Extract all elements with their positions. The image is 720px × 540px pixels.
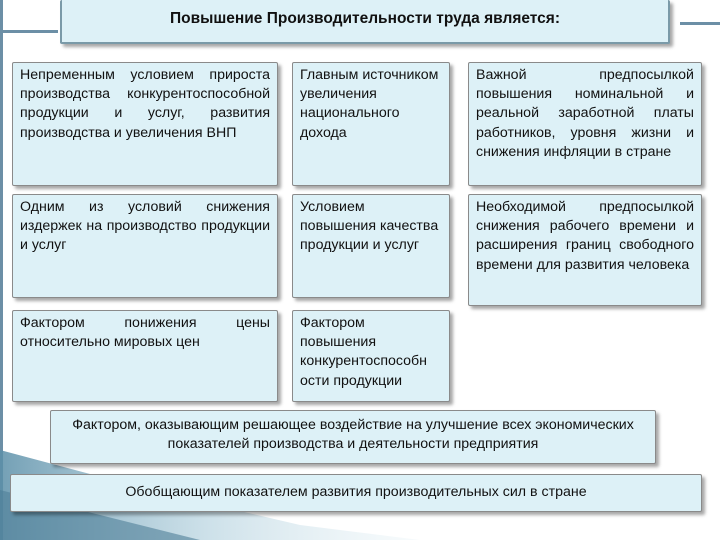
role-box-cost-reduction: Одним из условий снижения издержек на производство продукции и услуг	[12, 194, 278, 298]
role-box-price-factor: Фактором понижения цены относительно мировых цен	[12, 310, 278, 402]
role-box-general-indicator: Обобщающим показателем развития производительных сил в стране	[10, 474, 702, 512]
role-box-economic-indicators: Фактором, оказывающим решающее воздействие на улучшение всех экономических показателей производства и деятельности предприятия	[50, 410, 656, 464]
role-box-quality-condition: Условием повышения качества продукции и услуг	[292, 194, 450, 298]
role-box-growth-condition: Непременным условием прироста производства конкурентоспособной продукции и услуг, развития производства и увеличения ВНП	[12, 62, 278, 186]
role-box-competitiveness-factor: Фактором повышения конкурентоспособн ости продукции	[292, 310, 450, 402]
frame-top-right-line	[680, 22, 720, 25]
diagram-title: Повышение Производительности труда является:	[60, 0, 670, 44]
frame-top-left-line	[0, 30, 58, 33]
role-box-free-time-prerequisite: Необходимой предпосылкой снижения рабочего времени и расширения границ свободного времени для развития человека	[468, 194, 702, 306]
role-box-income-source: Главным источником увеличения национального дохода	[292, 62, 450, 186]
role-box-wage-prerequisite: Важной предпосылкой повышения номинальной и реальной заработной платы работников, уровня жизни и снижения инфляции в стране	[468, 62, 702, 186]
